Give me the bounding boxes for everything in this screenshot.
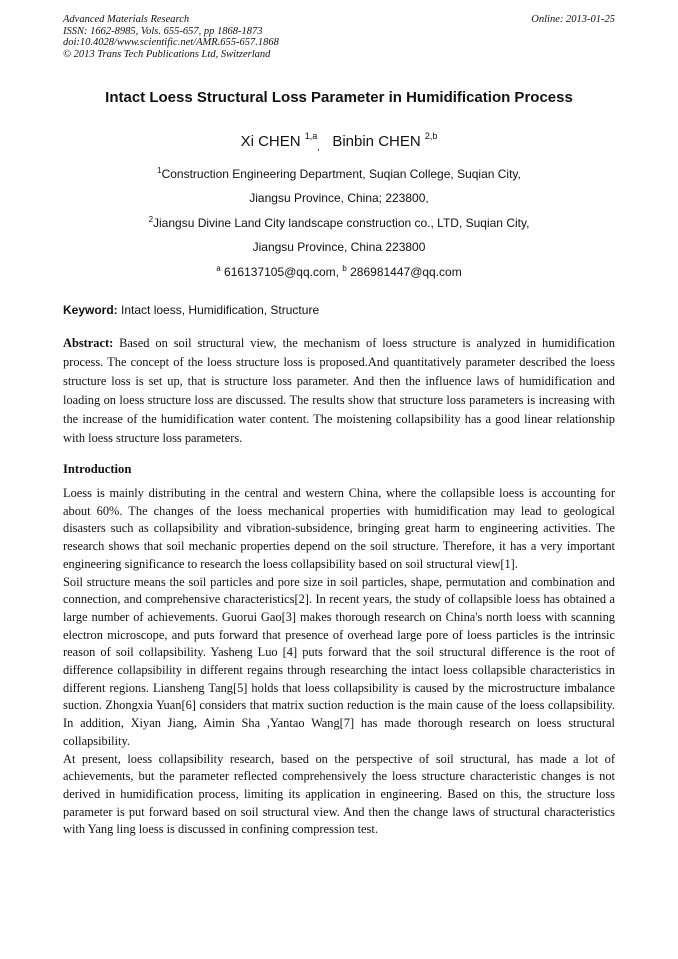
keywords — [63, 303, 615, 317]
affiliation-line: Jiangsu Province, China; 223800, — [249, 191, 429, 205]
keyword-label: Keyword: — [63, 303, 118, 317]
abstract-text: Based on soil structural view, the mechanism of loess structure is analyzed in humidification process. The concept of the loess structure loss is proposed.And quantitatively parameter described the loess structure loss is set up, that is structure loss parameter. And then the influence laws of humidification and loading on loess structure loss are discussed. The results show that structure loss parameters is increasing with the increase of the humidification water content. The moistening collapsibility has a good linear relationship with loess structure loss parameters. — [63, 336, 615, 445]
paragraph: At present, loess collapsibility research, based on the perspective of soil structural, has made a lot of achievements, but the parameter reflected comprehensively the loess structure characteristic changes is not derived in humidification process, limiting its application in engineering. Based on this, the structure loss parameter is put forward based on soil structural view. And then the change laws of structural characteristics with Yang ling loess is discussed in confining compression test. — [63, 751, 615, 837]
affil-sup: 1 — [157, 166, 162, 175]
email-address: 616137105@qq.com, — [224, 265, 339, 279]
email-line — [63, 264, 615, 279]
author-affil-sup: 2,b — [424, 131, 438, 141]
affiliation-line — [63, 215, 615, 230]
abstract — [63, 334, 615, 448]
introduction-body — [63, 485, 615, 839]
email-sup: b — [342, 264, 347, 273]
affiliation-line — [63, 166, 615, 181]
author-affil-sup: 1,a — [304, 131, 318, 141]
copyright-line: © 2013 Trans Tech Publications Ltd, Switzerland — [63, 48, 271, 60]
abstract-label: Abstract: — [63, 336, 114, 350]
affil-text: Construction Engineering Department, Suqian College, Suqian City, — [161, 167, 521, 181]
paragraph: Soil structure means the soil particles and pore size in soil particles, shape, permutation and combination and connection, and comprehensive characteristics[2]. In recent years, the study of collapsible loess has obtained a large number of achievements. Guorui Gao[3] makes thorough research on China's north loess with scanning electron microscope, and puts forward that presence of overhead large pore of loess particles is the intrinsic reason of soil collapsibility. Yasheng Luo [4] puts forward that the soil structural difference is the root of difference collapsibility in different regains through researching the intact loess collapsible characteristics in different regions. Liansheng Tang[5] holds that loess collapsibility is caused by the microstructure imbalance suction. Zhongxia Yuan[6] considers that matrix suction reduction is the main cause of the loess collapsibility. In addition, Xiyan Jiang, Aimin Sha ,Yantao Wang[7] has made thorough research on loess structural collapsibility. — [63, 574, 615, 748]
journal-header — [63, 14, 615, 60]
author-separator: , — [317, 142, 320, 152]
section-heading: Introduction — [63, 462, 132, 476]
doi-line: doi:10.4028/www.scientific.net/AMR.655-657.1868 — [63, 37, 279, 48]
author-name: Xi CHEN — [240, 133, 301, 150]
affiliation-line: Jiangsu Province, China 223800 — [252, 240, 426, 254]
paragraph: Loess is mainly distributing in the central and western China, where the collapsible loess is accounting for about 60%. The changes of the loess mechanical properties with humidification may lead to geological disasters such as collapsibility and vibration-subsidence, bringing great harm to engineering activities. The research shows that soil mechanic properties depend on the soil structure. Therefore, it has a very important engineering significance to research the loess collapsibility based on soil structural view[1]. — [63, 486, 615, 571]
author-name: Binbin CHEN — [332, 133, 421, 150]
email-address: 286981447@qq.com — [350, 265, 462, 279]
paper-title: Intact Loess Structural Loss Parameter in Humidification Process — [105, 89, 573, 106]
affil-sup: 2 — [148, 215, 154, 224]
journal-name: Advanced Materials Research — [63, 14, 190, 25]
issn-line: ISSN: 1662-8985, Vols. 655-657, pp 1868-1873 — [63, 25, 263, 37]
online-date: Online: 2013-01-25 — [531, 14, 615, 25]
affil-text: Jiangsu Divine Land City landscape construction co., LTD, Suqian City, — [153, 216, 530, 230]
author-line — [63, 131, 615, 152]
keyword-text: Intact loess, Humidification, Structure — [121, 303, 320, 317]
email-sup: a — [216, 264, 221, 273]
